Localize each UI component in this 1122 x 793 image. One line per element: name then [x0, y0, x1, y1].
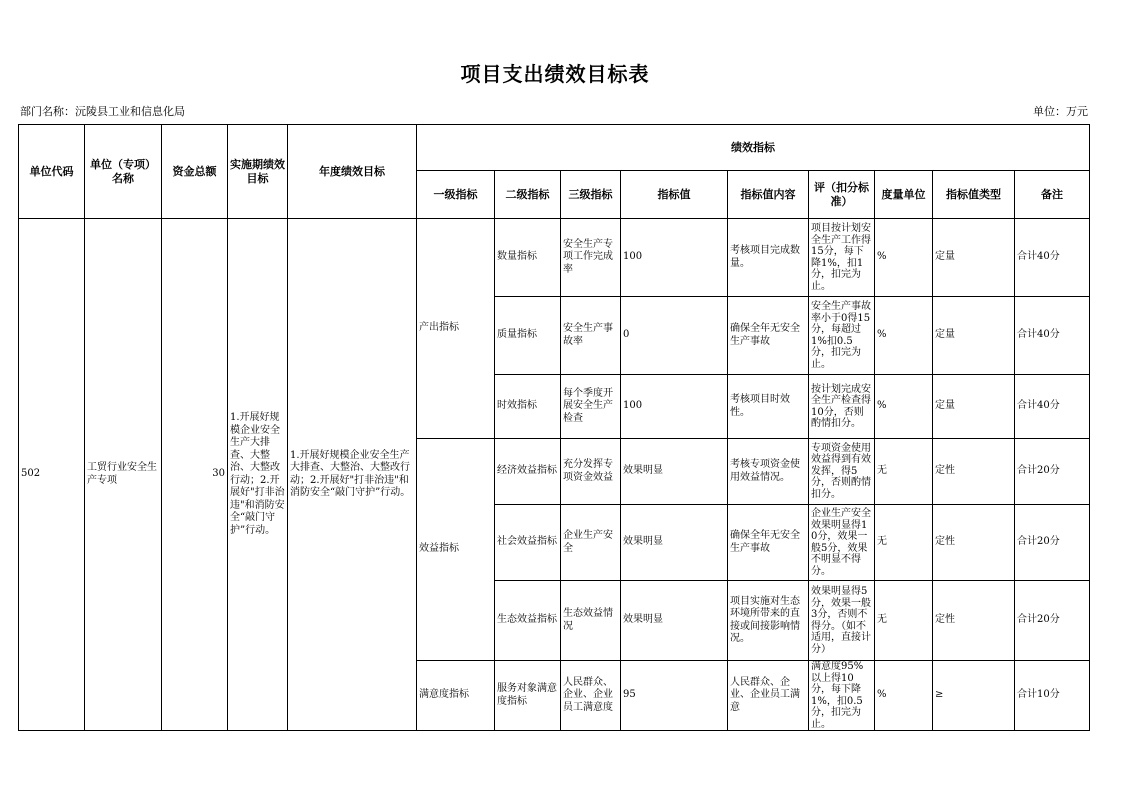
header-level1: 一级指标	[417, 171, 495, 219]
cell-value: 100	[621, 219, 728, 297]
cell-level2: 生态效益指标	[495, 581, 561, 661]
cell-content: 人民群众、企业、企业员工满意	[728, 661, 809, 731]
cell-remark: 合计10分	[1015, 661, 1090, 731]
cell-scoring: 效果明显得5分，效果一般3分，否则不得分。（如不适用，直接计分）	[809, 581, 875, 661]
header-total-funds: 资金总额	[162, 125, 228, 219]
header-annual-target: 年度绩效目标	[288, 125, 417, 219]
cell-remark: 合计40分	[1015, 219, 1090, 297]
cell-value-type: 定性	[933, 581, 1015, 661]
cell-value-type: 定量	[933, 375, 1015, 439]
header-level2: 二级指标	[495, 171, 561, 219]
header-content: 指标值内容	[728, 171, 809, 219]
cell-scoring: 按计划完成安全生产检查得10分，否则酌情扣分。	[809, 375, 875, 439]
performance-table	[18, 124, 1090, 731]
cell-value: 95	[621, 661, 728, 731]
header-level3: 三级指标	[561, 171, 621, 219]
cell-measure-unit: 无	[875, 581, 933, 661]
cell-content: 考核专项资金使用效益情况。	[728, 439, 809, 505]
cell-value-type: 定量	[933, 219, 1015, 297]
cell-level3: 安全生产事故率	[561, 297, 621, 375]
cell-content: 项目实施对生态环境所带来的直接或间接影响情况。	[728, 581, 809, 661]
header-measure-unit: 度量单位	[875, 171, 933, 219]
cell-level3: 人民群众、企业、企业员工满意度	[561, 661, 621, 731]
cell-annual-target: 1.开展好规模企业安全生产大排查、大整治、大整改行动；2.开展好"打非治违"和消防安全“敲门守护”行动。	[288, 219, 417, 731]
cell-scoring: 企业生产安全效果明显得10分，效果一般5分，效果不明显不得分。	[809, 505, 875, 581]
header-impl-target: 实施期绩效目标	[228, 125, 288, 219]
cell-content: 确保全年无安全生产事故	[728, 505, 809, 581]
cell-level3: 生态效益情况	[561, 581, 621, 661]
department-label: 部门名称：沅陵县工业和信息化局	[20, 105, 185, 118]
unit-label: 单位：万元	[1033, 105, 1088, 118]
cell-unit-name: 工贸行业安全生产专项	[85, 219, 162, 731]
cell-value: 效果明显	[621, 581, 728, 661]
header-remark: 备注	[1015, 171, 1090, 219]
cell-measure-unit: %	[875, 297, 933, 375]
cell-measure-unit: %	[875, 219, 933, 297]
cell-level1-benefit: 效益指标	[417, 439, 495, 661]
cell-level2: 数量指标	[495, 219, 561, 297]
cell-level2: 经济效益指标	[495, 439, 561, 505]
cell-value: 100	[621, 375, 728, 439]
cell-level1-output: 产出指标	[417, 219, 495, 439]
cell-value: 效果明显	[621, 439, 728, 505]
cell-remark: 合计20分	[1015, 439, 1090, 505]
cell-value-type: 定性	[933, 439, 1015, 505]
cell-measure-unit: %	[875, 661, 933, 731]
cell-content: 考核项目完成数量。	[728, 219, 809, 297]
cell-level2: 社会效益指标	[495, 505, 561, 581]
header-unit-code: 单位代码	[19, 125, 85, 219]
header-value-type: 指标值类型	[933, 171, 1015, 219]
header-performance-indicators: 绩效指标	[417, 125, 1090, 171]
cell-scoring: 项目按计划安全生产工作得15分，每下降1%，扣1分，扣完为止。	[809, 219, 875, 297]
cell-value: 效果明显	[621, 505, 728, 581]
cell-level3: 充分发挥专项资金效益	[561, 439, 621, 505]
header-scoring: 评（扣分标准）	[809, 171, 875, 219]
cell-content: 确保全年无安全生产事故	[728, 297, 809, 375]
cell-remark: 合计40分	[1015, 375, 1090, 439]
cell-scoring: 满意度95%以上得10分，每下降1%，扣0.5分，扣完为止。	[809, 661, 875, 731]
cell-level2: 服务对象满意度指标	[495, 661, 561, 731]
cell-value-type: ≥	[933, 661, 1015, 731]
cell-remark: 合计20分	[1015, 505, 1090, 581]
header-value: 指标值	[621, 171, 728, 219]
cell-unit-code: 502	[19, 219, 85, 731]
cell-measure-unit: 无	[875, 439, 933, 505]
cell-value-type: 定性	[933, 505, 1015, 581]
cell-level2: 质量指标	[495, 297, 561, 375]
cell-level3: 安全生产专项工作完成率	[561, 219, 621, 297]
cell-value: 0	[621, 297, 728, 375]
cell-measure-unit: %	[875, 375, 933, 439]
cell-remark: 合计20分	[1015, 581, 1090, 661]
cell-scoring: 安全生产事故率小于0得15分，每超过1%扣0.5分，扣完为止。	[809, 297, 875, 375]
cell-total-funds: 30	[162, 219, 228, 731]
cell-level3: 每个季度开展安全生产检查	[561, 375, 621, 439]
cell-content: 考核项目时效性。	[728, 375, 809, 439]
header-unit-name: 单位（专项）名称	[85, 125, 162, 219]
page-title: 项目支出绩效目标表	[460, 62, 650, 86]
cell-measure-unit: 无	[875, 505, 933, 581]
cell-scoring: 专项资金使用效益得到有效发挥，得5分，否则酌情扣分。	[809, 439, 875, 505]
cell-level2: 时效指标	[495, 375, 561, 439]
cell-impl-target: 1.开展好规模企业安全生产大排查、大整治、大整改行动；2.开展好"打非治违"和消防安全“敲门守护”行动。	[228, 219, 288, 731]
cell-level1-satisfaction: 满意度指标	[417, 661, 495, 731]
cell-level3: 企业生产安全	[561, 505, 621, 581]
cell-remark: 合计40分	[1015, 297, 1090, 375]
cell-value-type: 定量	[933, 297, 1015, 375]
